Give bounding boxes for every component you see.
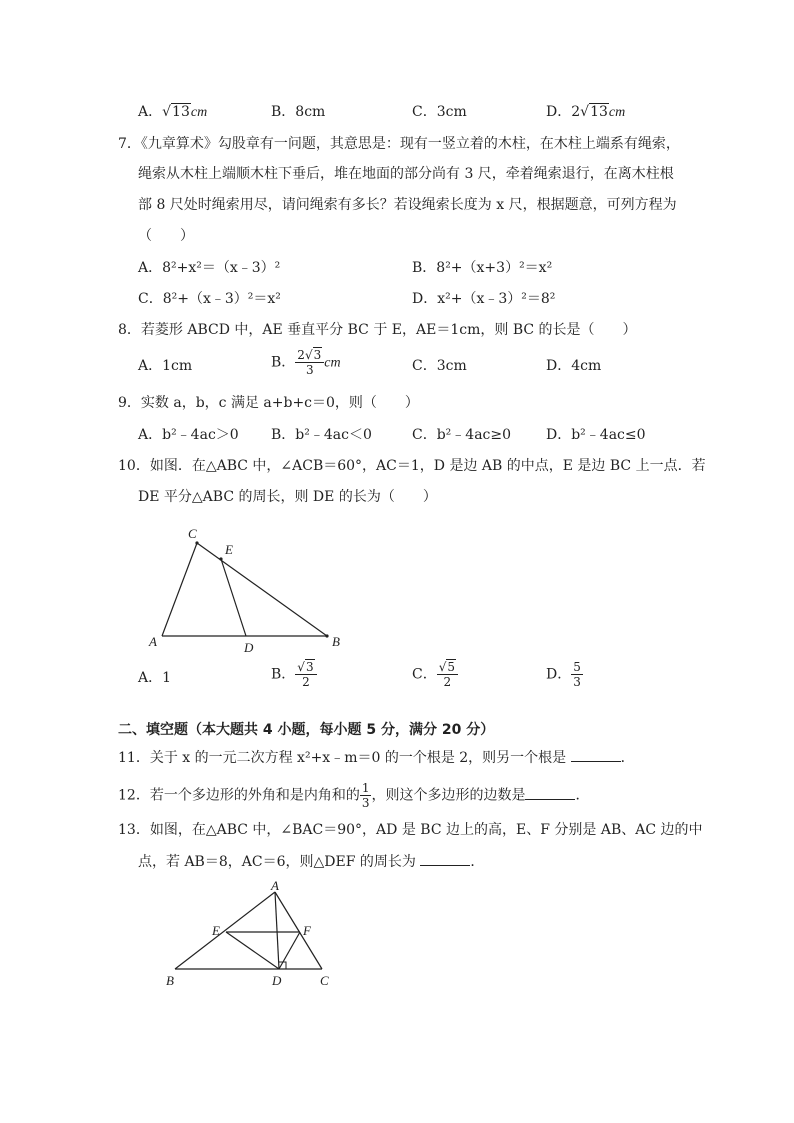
label-b: B (332, 634, 340, 649)
q6-option-d: D．2√13cm (546, 104, 626, 120)
label-a: A (149, 634, 157, 649)
q10-line-2: DE 平分△ABC 的周长，则 DE 的长为（ ） (138, 489, 437, 505)
fraction: $\frac{√5}{2}$ (437, 660, 458, 689)
q13-triangle-figure (160, 880, 340, 992)
q6-option-b: B．8cm (271, 104, 326, 120)
q11-stem: 11．关于 x 的一元二次方程 x²+x﹣m＝0 的一个根是 2，则另一个根是 ． (118, 750, 635, 766)
q7-option-c: C．8²+（x﹣3）²＝x² (138, 291, 281, 307)
q8-option-b: B． $\frac{2√3}{3}$ cm (271, 348, 341, 377)
q10-option-c-label: C． (412, 666, 437, 683)
fraction: $\frac{5}{3}$ (573, 660, 581, 689)
segment-fd (279, 932, 300, 969)
q6-option-c: C．3cm (412, 104, 467, 120)
point-c (195, 541, 198, 544)
q7-option-a: A．8²+x²＝（x﹣3）² (138, 260, 281, 276)
q13-line-2: 点，若 AB＝8，AC＝6，则△DEF 的周长为 ． (138, 854, 485, 870)
q9-option-d: D．b²﹣4ac≤0 (546, 427, 646, 443)
q8-stem: 8．若菱形 ABCD 中，AE 垂直平分 BC 于 E，AE＝1cm，则 BC 的长是（ ） (118, 322, 637, 338)
q7-option-b: B．8²+（x+3）²＝x² (412, 260, 553, 276)
q6-option-a-label: A． (138, 104, 163, 120)
answer-blank[interactable] (525, 787, 575, 800)
fraction: $\frac{2√3}{3}$ (295, 348, 324, 377)
label-c: C (320, 973, 329, 988)
segment-ac (275, 892, 322, 969)
sqrt-13: √13 (162, 104, 190, 120)
label-c: C (188, 526, 197, 541)
q10-option-b (271, 660, 317, 689)
section-heading: 二、填空题（本大题共 4 小题，每小题 5 分，满分 20 分） (118, 722, 495, 738)
q10-option-d-label: D． (546, 666, 572, 683)
label-d: D (272, 973, 282, 988)
q8-option-c: C．3cm (412, 358, 467, 374)
label-e: E (212, 923, 220, 938)
sqrt-13: √13 (580, 104, 608, 120)
q6-option-a: A．√13cm (138, 104, 208, 120)
segment-ad (275, 892, 279, 969)
fraction: $\frac{1}{3}$ (361, 781, 370, 810)
q8-option-a: A．1cm (138, 358, 193, 374)
q10-triangle-figure (140, 522, 360, 660)
q7-option-d: D．x²+（x﹣3）²＝8² (412, 291, 556, 307)
answer-blank[interactable] (571, 749, 621, 762)
q12-stem: 12．若一个多边形的外角和是内角和的 $\frac{1}{3}$ ，则这个多边形的边数是 ． (118, 781, 590, 810)
segment-ed (226, 932, 279, 969)
segment-ab (175, 892, 275, 969)
q6-option-d-label: D．2 (546, 104, 581, 120)
label-e: E (225, 542, 233, 557)
point-b (325, 634, 328, 637)
q9-option-a: A．b²﹣4ac＞0 (138, 427, 239, 443)
segment-de (221, 559, 246, 636)
q9-option-c: C．b²﹣4ac≥0 (412, 427, 512, 443)
q9-stem: 9．实数 a，b，c 满足 a+b+c＝0，则（ ） (118, 395, 419, 411)
label-a: A (271, 880, 279, 893)
answer-blank[interactable] (420, 853, 470, 866)
fraction: $\frac{√3}{2}$ (295, 660, 316, 689)
q7-line-4: （ ） (138, 228, 194, 244)
segment-cb (197, 543, 327, 636)
q8-option-b-label: B． (271, 354, 296, 371)
label-b: B (166, 973, 174, 988)
point-e (219, 557, 222, 560)
label-f: F (303, 923, 311, 938)
q7-line-2: 绳索从木柱上端顺木柱下垂后，堆在地面的部分尚有 3 尺，牵着绳索退行，在离木柱根 (138, 166, 674, 182)
q8-option-d: D．4cm (546, 358, 602, 374)
q10-option-d (546, 660, 583, 689)
q10-option-a: A．1 (138, 670, 172, 686)
q10-line-1: 10．如图．在△ABC 中，∠ACB＝60°，AC＝1，D 是边 AB 的中点，E 是边 BC 上一点．若 (118, 458, 706, 474)
q10-option-c (412, 660, 458, 689)
label-d: D (244, 640, 254, 655)
q10-option-b-label: B． (271, 666, 296, 683)
q7-line-1: 7．《九章算术》勾股章有一问题，其意思是：现有一竖立着的木柱，在木柱上端系有绳索， (118, 136, 680, 152)
q7-line-3: 部 8 尺处时绳索用尽，请问绳索有多长？若设绳索长度为 x 尺，根据题意，可列方程为 (138, 197, 677, 213)
segment-ca (162, 543, 197, 636)
q9-option-b: B．b²﹣4ac＜0 (271, 427, 372, 443)
q13-line-1: 13．如图，在△ABC 中，∠BAC＝90°，AD 是 BC 边上的高，E、F 分别是 AB、AC 边的中 (118, 822, 703, 838)
